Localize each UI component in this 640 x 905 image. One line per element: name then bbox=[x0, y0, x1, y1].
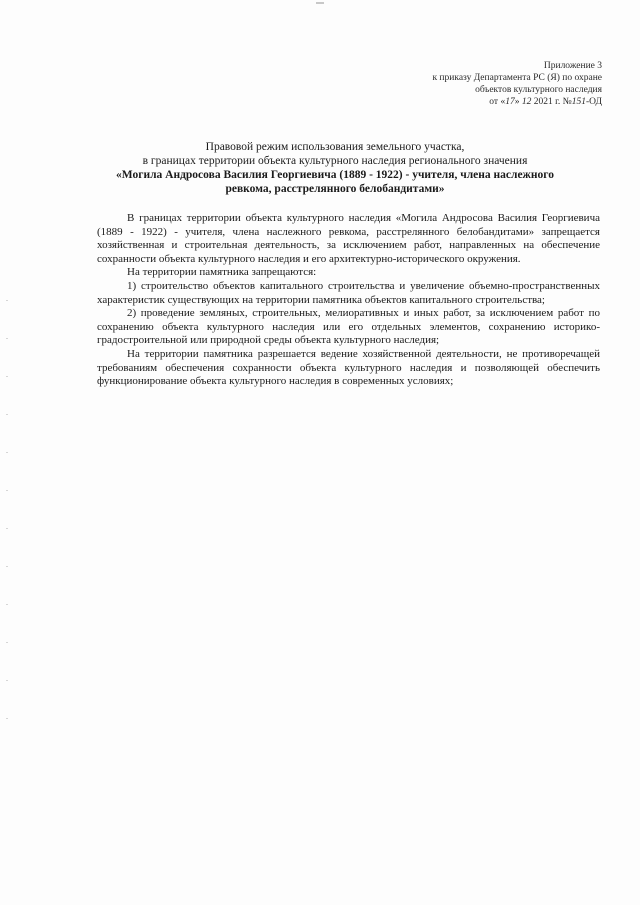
title-line-1: Правовой режим использования земельного участка, bbox=[205, 141, 465, 153]
scan-artifact bbox=[316, 2, 324, 4]
order-reference: к приказу Департамента РС (Я) по охране bbox=[432, 73, 602, 83]
order-date-number: от «17» 12 2021 г. №151-ОД bbox=[489, 97, 602, 107]
paragraph-3: 1) строительство объектов капитального строительства и увеличение объемно-пространственных характеристик существующих на территории памятника объектов капитального строительства; bbox=[97, 279, 600, 306]
document-body bbox=[97, 212, 600, 389]
title-line-2: в границах территории объекта культурного наследия регионального значения bbox=[142, 155, 528, 167]
paragraph-5: На территории памятника разрешается ведение хозяйственной деятельности, не противоречащей требованиям обеспечения сохранности объекта культурного наследия и позволяющей обеспечить функционирование объекта культурного наследия в современных условиях; bbox=[97, 347, 600, 388]
title-line-4: ревкома, расстрелянного белобандитами» bbox=[225, 183, 445, 195]
order-month: 12 bbox=[521, 97, 532, 107]
scan-margin-marks bbox=[6, 300, 8, 720]
order-day: 17 bbox=[505, 97, 515, 107]
paragraph-4: 2) проведение земляных, строительных, мелиоративных и иных работ, за исключением работ по сохранению объекта культурного наследия или его отдельных элементов, сохранению историко-градостроительной или природной среды объекта культурного наследия; bbox=[97, 307, 600, 347]
appendix-header bbox=[342, 60, 602, 108]
appendix-label: Приложение 3 bbox=[543, 61, 602, 71]
paragraph-2: На территории памятника запрещаются: bbox=[127, 266, 317, 279]
paragraph-1: В границах территории объекта культурного наследия «Могила Андросова Василия Георгиевича (1889 - 1922) - учителя, члена наслежного ревкома, расстрелянного белобандитами» запрещается хозяйственная и строительная деятельность, за исключением работ, направленных на обеспечение сохранности объекта культурного наследия и его архитектурно-исторического окружения. bbox=[97, 212, 600, 265]
document-title bbox=[70, 140, 600, 196]
order-number: 151 bbox=[571, 97, 586, 107]
order-department: объектов культурного наследия bbox=[475, 85, 602, 95]
title-line-3: «Могила Андросова Василия Георгиевича (1889 - 1922) - учителя, члена наслежного bbox=[116, 169, 554, 181]
